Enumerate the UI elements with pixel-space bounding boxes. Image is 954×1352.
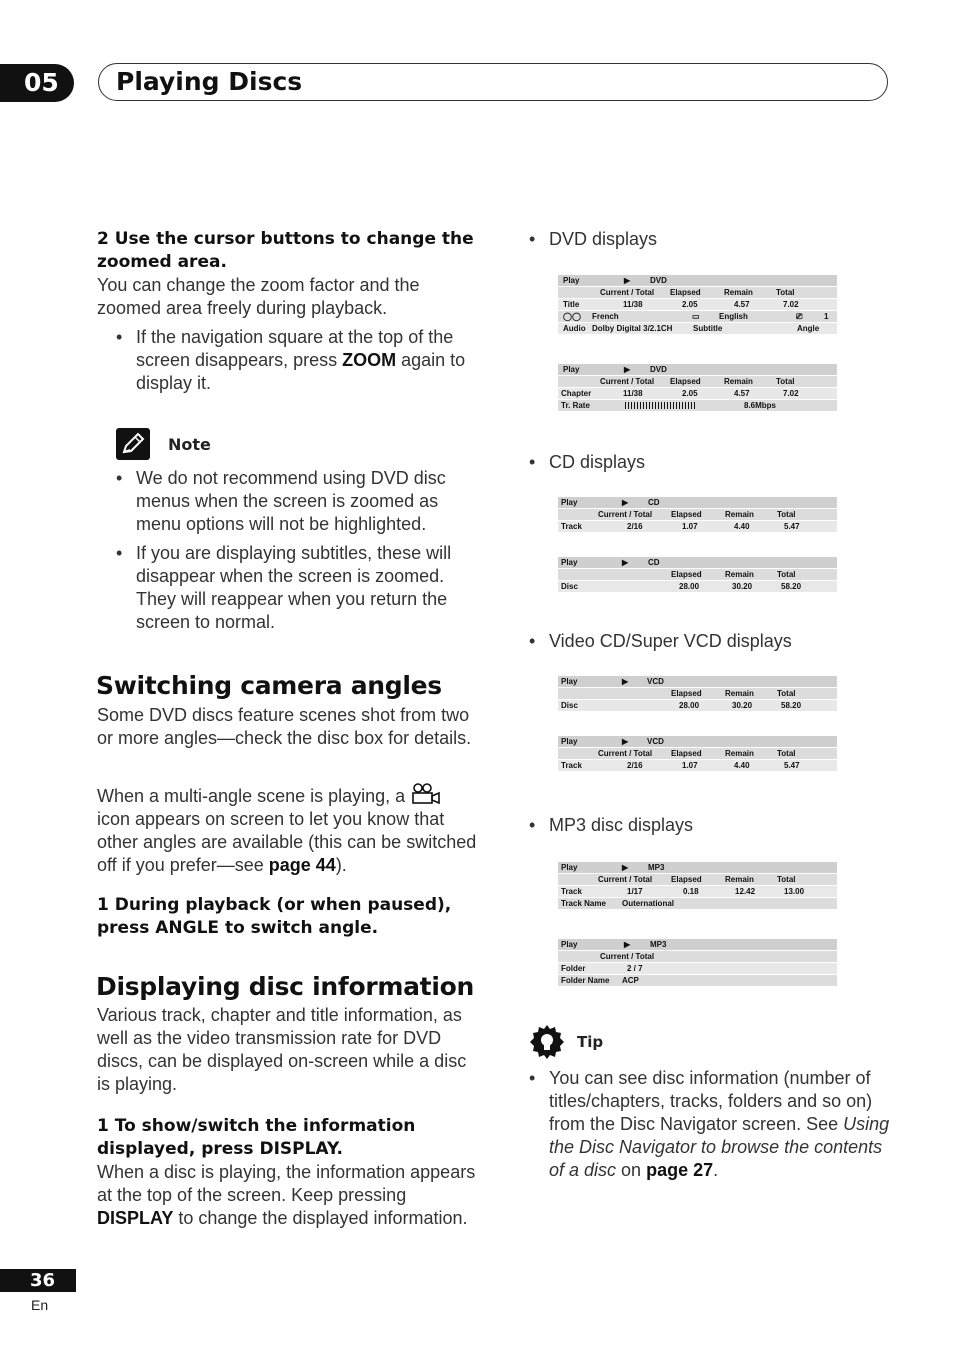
info-step-1: 1 To show/switch the information displayed, press DISPLAY. [97,1116,416,1159]
cd-displays-label [529,451,889,474]
play-icon: ▶ [624,276,631,285]
lightbulb-tip-icon [529,1024,565,1060]
step-2-heading: 2 Use the cursor buttons to change the zoomed area. [97,229,474,272]
heading-displaying-disc-information: Displaying disc information [96,972,474,1001]
angle-icon: ⎚ [796,312,803,321]
info-paragraph: When a disc is playing, the information appears at the top of the screen. Keep pressing DISPLAY to change the displayed information. [97,1162,476,1228]
angles-paragraph: When a multi-angle scene is playing, a icon appears on screen to let you know that other angles are available (this can be switched off if you prefer—see page 44). [97,783,477,877]
tip-label: Tip [577,1033,604,1051]
mp3-displays-label [529,814,889,837]
transfer-rate-bar [625,402,695,409]
vcd-displays-label [529,630,889,653]
dvd-display-screen-2: Play ▶ DVD Current / Total Elapsed Remain Total Chapter 11/38 2.05 4.57 7.02 Tr. Rate 8.6Mbps [558,364,837,412]
list-item: • Video CD/Super VCD displays [529,630,889,653]
note-list [116,467,476,634]
list-item: • DVD displays [529,228,889,251]
chapter-number-badge: 05 [0,64,74,102]
dvd-display-screen-1: Play ▶ DVD Current / Total Elapsed Remain Total Title 11/38 2.05 4.57 7.02 ◯◯ French ▭ English ⎚ 1 Audio Dolby Digital 3/2.1CH Subtitle Angle [558,275,837,335]
step-2-bullets [116,326,476,395]
list-item: • If the navigation square at the top of the screen disappears, press ZOOM again to display it. [116,326,476,395]
cd-display-screen-1: Play ▶ CD Current / Total Elapsed Remain Total Track 2/16 1.07 4.40 5.47 [558,497,837,533]
vcd-display-screen-1: Play ▶ VCD Elapsed Remain Total Disc 28.00 30.20 58.20 [558,676,837,712]
mp3-display-screen-1: Play ▶ MP3 Current / Total Elapsed Remain Total Track 1/17 0.18 12.42 13.00 Track Name Outernational [558,862,837,910]
step-2-body: You can change the zoom factor and the zoomed area freely during playback. [97,275,420,318]
cd-display-screen-2: Play ▶ CD Elapsed Remain Total Disc 28.00 30.20 58.20 [558,557,837,593]
list-item: • You can see disc information (number of titles/chapters, tracks, folders and so on) from the Disc Navigator screen. See Using the Disc Navigator to browse the contents of a disc on page 27. [529,1067,891,1182]
list-item: • If you are displaying subtitles, these will disappear when the screen is zoomed. They will reappear when you return the screen to normal. [116,542,476,634]
info-intro: Various track, chapter and title information, as well as the video transmission rate for DVD discs, can be displayed on-screen while a disc is playing. [97,1005,467,1094]
subtitle-icon: ▭ [692,312,700,321]
dvd-displays-label [529,228,889,251]
vcd-display-screen-2: Play ▶ VCD Current / Total Elapsed Remain Total Track 2/16 1.07 4.40 5.47 [558,736,837,772]
page-number: 36 [0,1269,76,1292]
angles-intro: Some DVD discs feature scenes shot from two or more angles—check the disc box for details. [97,705,472,748]
language-code: En [31,1297,49,1313]
heading-switching-camera-angles: Switching camera angles [96,671,442,700]
note-label: Note [168,435,211,454]
pencil-note-icon [116,428,150,460]
list-item: • CD displays [529,451,889,474]
page-title: Playing Discs [116,67,303,96]
camera-angle-icon [410,783,442,803]
tip-list [529,1067,891,1182]
list-item: • MP3 disc displays [529,814,889,837]
list-item: • We do not recommend using DVD disc menus when the screen is zoomed as menu options will not be highlighted. [116,467,476,536]
audio-icon: ◯◯ [563,312,581,321]
angles-step-1: 1 During playback (or when paused), press ANGLE to switch angle. [97,895,452,938]
mp3-display-screen-2: Play ▶ MP3 Current / Total Folder 2 / 7 Folder Name ACP [558,939,837,987]
